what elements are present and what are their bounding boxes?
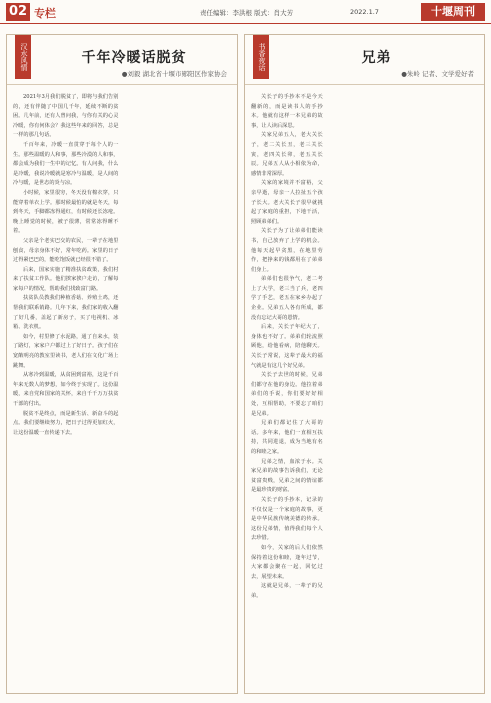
issue-date: 2022.1.7 bbox=[350, 8, 379, 16]
article-right bbox=[244, 34, 485, 694]
article-paragraph: 后来，关长子年纪大了，身体也不好了。弟弟们轮流照顾他，给他看病，陪他聊天。关长子常说，这辈子最大的福气就是有这几个好兄弟。 bbox=[251, 324, 323, 369]
article-paragraph: 小时候，家里很穷，冬天没有棉衣穿，只能穿着单衣上学。那时候最怕的就是冬天，每到冬天，手脚都冻得通红，有时候还长冻疮。晚上睡觉的时候，被子很薄，常常冻得睡不着。 bbox=[13, 189, 119, 235]
article-byline: ●刘毅 湖北省十堰市郧阳区作家协会 bbox=[121, 70, 227, 78]
article-paragraph: 关长子去世的时候，兄弟们都守在他的身边。他拉着弟弟们的手说，你们要好好相处，互相帮助，不要忘了咱们是兄弟。 bbox=[251, 372, 323, 417]
article-paragraph: 关长子为了让弟弟们能读书，自己放弃了上学的机会。他每天起早贪黑，在地里劳作，把挣来的钱都用在了弟弟们身上。 bbox=[251, 228, 323, 273]
article-paragraph: 脱贫不是终点，而是新生活、新奋斗的起点。我们要继续努力，把日子过得更加红火，让这份温暖一直传递下去。 bbox=[13, 410, 119, 436]
column-tag: 书香夜话 bbox=[253, 35, 269, 79]
section-name: 专栏 bbox=[34, 7, 56, 20]
article-paragraph: 2021年3月我们脱贫了，即将与我们告别的，还有伴随了中国几千年，延续不断的贫困。几年前，还有人曾问我，与你有关的心灵冷暖，你有何体会？我这些年来的回答，总是一样的那几句话。 bbox=[13, 94, 119, 139]
article-paragraph: 关长子的手抄本，记录的不仅仅是一个家庭的故事，更是中华民族传统美德的传承。这份兄弟情，值得我们每个人去珍惜。 bbox=[251, 496, 323, 542]
article-paragraph: 父亲是个老实巴交的农民，一辈子在地里刨食，母亲身体不好，常年吃药。家里的日子过得紧巴巴的，能吃饱饭就已经很不错了。 bbox=[13, 237, 119, 264]
article-paragraph: 如今，关家的后人们依然保持着这份和睦，逢年过节，大家都会聚在一起，回忆过去，展望未来。 bbox=[251, 544, 323, 580]
article-paragraph: 后来，国家实施了精准扶贫政策，我们村来了扶贫工作队。他们挨家挨户走访，了解每家每户的情况，帮助我们找致富门路。 bbox=[13, 266, 119, 292]
article-paragraph: 从寒冷到温暖，从贫困到富裕，这是千百年来无数人的梦想，如今终于实现了。这份温暖，来自党和国家的关怀，来自千千万万扶贫干部的付出。 bbox=[13, 372, 119, 407]
article-paragraph: 千百年来，冷暖一直贯穿于每个人的一生。那些温暖的人和事，那些冷漠的人和事，都会成为我们一生中的记忆。有人问我，什么是冷暖，我说冷暖就是寒冷与温暖，是人间的冷与暖，是世态的炎与凉。 bbox=[13, 141, 119, 187]
article-paragraph: 关家的家境并不富裕，父亲早逝，母亲一人拉扯五个孩子长大。老大关长子很早就挑起了家庭的重担，下地干活，照顾弟弟们。 bbox=[251, 180, 323, 225]
editors-credit: 责任编辑：李洪根 版式：肖大芳 bbox=[200, 9, 294, 17]
article-paragraph: 扶贫队员教我们种植香菇、养殖土鸡，还帮我们联系销路。几年下来，我们家的收入翻了好几番，盖起了新房子，买了电视机、冰箱、洗衣机。 bbox=[13, 295, 119, 331]
column-tag: 汉水风情 bbox=[15, 35, 31, 79]
article-paragraph: 兄弟们都记住了大哥的话。多年来，他们一直相互扶持，共同进退，成为当地有名的和睦之家。 bbox=[251, 420, 323, 455]
article-byline: ●朱岭 记者、文学爱好者 bbox=[401, 70, 474, 78]
page-header bbox=[0, 0, 491, 24]
article-title: 千年冷暖话脱贫 bbox=[81, 50, 187, 66]
article-paragraph: 关长子的手抄本不是今天翻新的，而是读书人的手抄本。他就有这样一本兄弟的故事，让人读后深思。 bbox=[251, 94, 323, 129]
article-paragraph: 关家兄弟五人，老大关长子，老二关长丑，老三关长寅，老四关长卯，老五关长辰。兄弟五人从小相依为命，感情非常深厚。 bbox=[251, 132, 323, 177]
article-title-band bbox=[245, 35, 484, 85]
article-paragraph: 如今，村里修了水泥路，通了自来水，装了路灯，家家户户都过上了好日子。孩子们在宽敞明亮的教室里读书，老人们在文化广场上跳舞。 bbox=[13, 333, 119, 369]
article-body bbox=[251, 93, 478, 687]
article-body bbox=[13, 93, 231, 687]
page-number: 02 bbox=[6, 3, 30, 21]
article-paragraph: 兄弟之情，血浓于水。关家兄弟的故事告诉我们，无论贫富贵贱，兄弟之间的情谊都是最珍贵的财富。 bbox=[251, 458, 323, 494]
article-paragraph: 这就是兄弟，一辈子的兄弟。 bbox=[251, 583, 323, 599]
masthead-logo: 十堰周刊 bbox=[421, 3, 485, 21]
article-title: 兄弟 bbox=[361, 50, 392, 66]
article-title-band bbox=[7, 35, 237, 85]
article-left bbox=[6, 34, 238, 694]
article-paragraph: 弟弟们也很争气，老二考上了大学，老三当了兵，老四学了手艺，老五在家乡办起了企业。兄弟五人各有所成，都没有忘记大哥的恩情。 bbox=[251, 276, 323, 321]
